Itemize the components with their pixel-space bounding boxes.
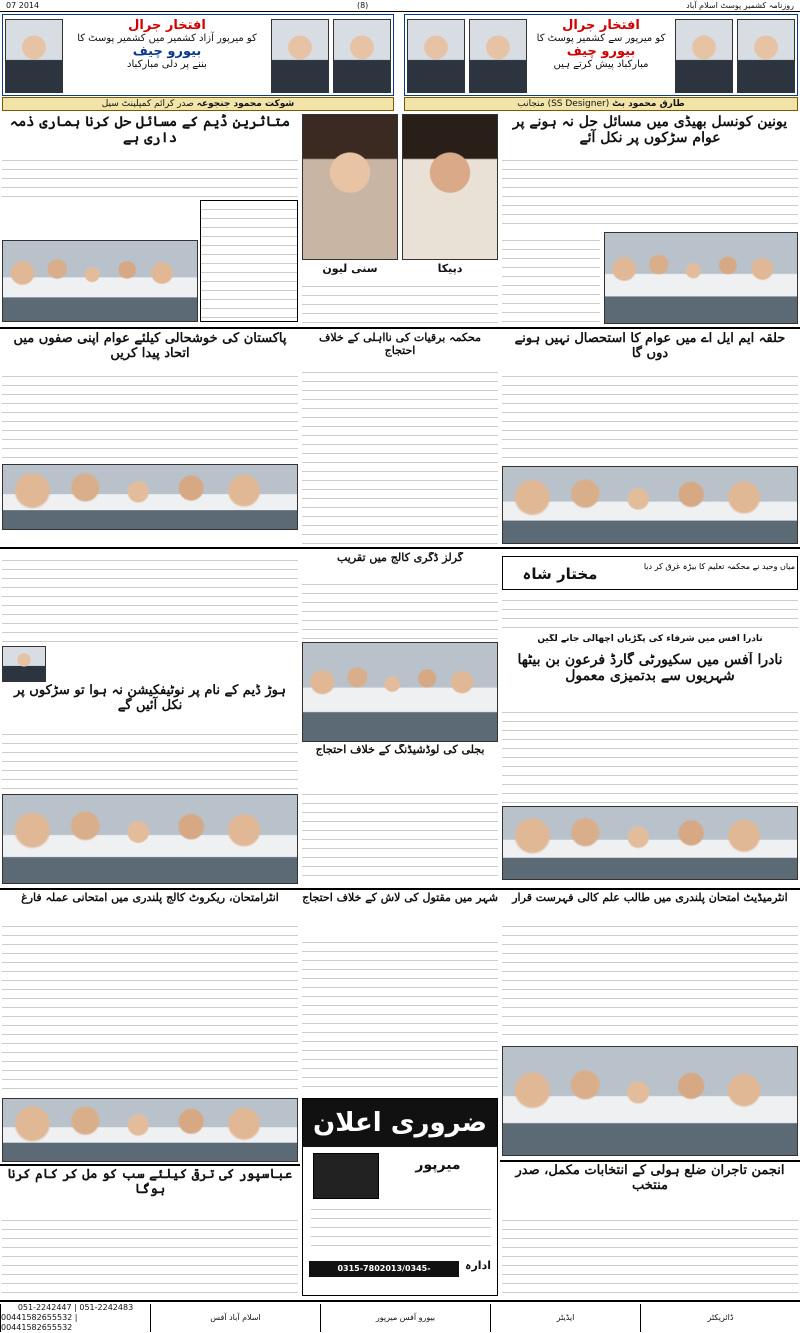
news-photo [604, 232, 798, 324]
headline: یونین کونسل بھیڈی میں مسائل حل نہ ہونے پر عوام سڑکوں پر نکل آئے [512, 114, 788, 147]
article-body [502, 368, 798, 464]
footer-phone [0, 1304, 150, 1332]
ad-photo [5, 19, 63, 93]
headline: انٹرمیڈیٹ امتحان پلندری میں طالب علم کالی فہرست قرار [512, 892, 788, 904]
headline: بجلی کی لوڈشیڈنگ کے خلاف احتجاج [315, 744, 485, 756]
news-photo [2, 464, 298, 530]
article-body [2, 1212, 298, 1296]
headline: انجمن تاجران ضلع ہولی کے انتخابات مکمل، صدر منتخب [515, 1164, 785, 1193]
ad-photo [737, 19, 795, 93]
article-body [502, 1212, 798, 1296]
footer-text: 00441582655532 | 00441582655532 [1, 1313, 78, 1332]
notice-text [311, 1201, 491, 1253]
shah-box [502, 556, 798, 590]
article-body [302, 576, 498, 640]
headline: شہر میں مقتول کی لاش کے خلاف احتجاج [302, 892, 498, 904]
box-text: میاں وحید نے محکمہ تعلیم کا بیڑہ غرق کر دیا [643, 562, 795, 571]
headline: متاثرین ڈیم کے مسائل حل کرنا ہماری ذمہ داری ہے [9, 114, 291, 147]
headline: انٹرامتحان، ریکروٹ کالج پلندری میں امتحانی عملہ فارغ [21, 892, 279, 904]
footer-text: ایڈیٹر [556, 1313, 575, 1322]
footer-text: 051-2242447 | 051-2242483 [17, 1303, 134, 1312]
headline: حلقہ ایم ایل اے میں عوام کا استحصال نہیں ہونے دوں گا [514, 332, 786, 361]
article-body [2, 552, 298, 644]
ad-photo [407, 19, 465, 93]
caption-note: صدر کرائم کمپلینٹ سیل [101, 99, 194, 109]
notice-title: ضروری اعلان [303, 1099, 497, 1147]
article-body [200, 200, 298, 322]
ad-line3: بننے پر دلی مبارکباد [127, 59, 207, 70]
ad-title: افتخار جرال [562, 18, 640, 33]
celebrity-photo [402, 114, 498, 260]
masthead-strip [0, 0, 800, 12]
news-photo [502, 806, 798, 880]
news-photo [2, 240, 198, 322]
divider [0, 547, 800, 549]
ad-line3: مبارکباد پیش کرتے ہیں [553, 59, 649, 70]
article-body [2, 918, 298, 1096]
footer-strip [0, 1300, 800, 1332]
news-photo [2, 794, 298, 884]
notice-box [302, 1098, 498, 1296]
article-body [502, 592, 798, 632]
news-photo [502, 1046, 798, 1156]
article-body [502, 232, 600, 324]
article-body [2, 726, 298, 792]
divider [0, 888, 800, 890]
ad-line1: کو میرپور سے کشمیر پوسٹ کا [536, 33, 666, 44]
notice-contact: 0315-7802013/0345-6116191/051-2242246 [309, 1261, 459, 1277]
masthead-title: روزنامہ کشمیر پوسٹ اسلام آباد [686, 1, 794, 10]
ad-text [531, 19, 671, 93]
ad-text [67, 19, 267, 93]
photo-caption: دپیکا [437, 262, 463, 275]
article-body [502, 152, 798, 232]
caption-name: طارق محمود بٹ [612, 99, 685, 109]
footer-text: بیورو آفس میرپور [375, 1313, 436, 1322]
ad-line2: بیورو چیف [566, 44, 636, 59]
news-photo [302, 642, 498, 742]
headline: گرلز ڈگری کالج میں تقریب [336, 552, 464, 564]
article-body [502, 918, 798, 1042]
article-body [302, 364, 498, 544]
article-body [2, 152, 298, 198]
ad-photo [333, 19, 391, 93]
divider [0, 327, 800, 329]
divider [0, 1164, 300, 1166]
page-number: (8) [356, 1, 369, 10]
article-body [302, 934, 498, 1094]
notice-office: ادارہ [465, 1259, 491, 1272]
footer-office [150, 1304, 320, 1332]
ad-photo [271, 19, 329, 93]
headline: پاکستان کی خوشحالی کیلئے عوام اپنی صفوں میں اتحاد پیدا کریں [13, 332, 287, 361]
headline: نادرا آفس میں سکیورٹی گارڈ فرعون بن بیٹھا شہریوں سے بدتمیزی معمول [517, 652, 783, 685]
ad-title: افتخار جرال [128, 18, 206, 33]
newspaper-logo [313, 1153, 379, 1199]
footer-editor [490, 1304, 640, 1332]
caption-note: (SS Designer) منجانب [517, 99, 610, 109]
article-body [302, 278, 498, 324]
news-photo [2, 646, 46, 682]
congrats-ad-right [404, 14, 798, 96]
ad-caption-right [404, 97, 798, 111]
celebrity-photo [302, 114, 398, 260]
article-body [302, 786, 498, 884]
ad-caption-left [2, 97, 394, 111]
article-body [2, 368, 298, 462]
box-headline: مختار شاہ [522, 565, 598, 583]
headline: محکمہ برقیات کی نااہلی کے خلاف احتجاج [318, 332, 481, 357]
photo-caption: سنی لیون [322, 262, 378, 275]
headline: ہوڑ ڈیم کے نام پر نوٹیفکیشن نہ ہوا تو سڑکوں پر نکل آئیں گے [13, 684, 287, 713]
subheadline: نادرا آفس میں شرفاء کی پگڑیاں اچھالی جانے لگیں [537, 634, 763, 644]
footer-text: اسلام آباد آفس [210, 1313, 261, 1322]
ad-photo [675, 19, 733, 93]
date-label: 07 2014 [6, 1, 40, 10]
ad-line2: بیورو چیف [132, 44, 202, 59]
article-body [502, 704, 798, 804]
congrats-ad-left [2, 14, 394, 96]
footer-director [640, 1304, 800, 1332]
news-photo [502, 466, 798, 544]
footer-text: ڈائریکٹر [707, 1313, 734, 1322]
notice-city: میرپور [415, 1157, 461, 1173]
caption-name: شوکت محمود جنجوعہ [196, 99, 295, 109]
news-photo [2, 1098, 298, 1162]
footer-office [320, 1304, 490, 1332]
headline: عباسپور کی ترقی کیلئے سب کو مل کر کام کرنا ہوگا [7, 1168, 293, 1197]
ad-photo [469, 19, 527, 93]
ad-line1: کو میرپور آزاد کشمیر میں کشمیر پوسٹ کا [77, 33, 257, 44]
divider [500, 1160, 800, 1162]
